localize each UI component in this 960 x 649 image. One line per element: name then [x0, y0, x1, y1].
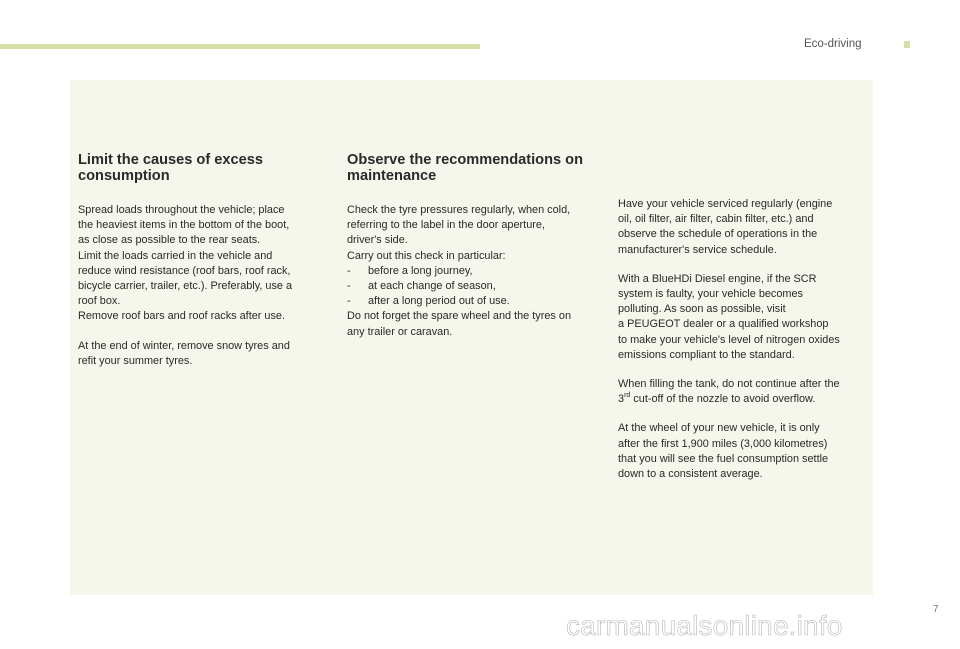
text-line: reduce wind resistance (roof bars, roof rack, — [78, 264, 291, 277]
text-line: referring to the label in the door aperture, — [347, 219, 545, 232]
text-fragment: 3 — [618, 393, 625, 406]
paragraph-bluehdi — [618, 272, 868, 363]
section-title: Eco-driving — [804, 38, 862, 50]
header-accent-bar — [0, 44, 480, 49]
heading-excess-consumption: Limit the causes of excess consumption — [78, 152, 263, 184]
right-column — [618, 197, 868, 482]
paragraph-fuel-consumption — [618, 421, 868, 482]
text-line: the heaviest items in the bottom of the boot, — [78, 219, 290, 232]
heading-maintenance: Observe the recommendations on maintenance — [347, 152, 583, 184]
text-line: Check the tyre pressures regularly, when cold, — [347, 204, 571, 216]
text-line: system is faulty, your vehicle becomes — [618, 288, 804, 301]
text-line: driver's side. — [347, 234, 408, 247]
text-line: Limit the loads carried in the vehicle and — [78, 249, 273, 262]
paragraph-loads — [78, 203, 323, 325]
paragraph-filling-tank — [618, 377, 868, 407]
list-item-text: at each change of season, — [368, 280, 496, 293]
bullet-dash: - — [347, 295, 351, 308]
list-item-text: after a long period out of use. — [368, 295, 510, 308]
text-line: polluting. As soon as possible, visit — [618, 303, 786, 316]
section-marker — [904, 41, 910, 48]
text-line: after the first 1,900 miles (3,000 kilometres) — [618, 437, 828, 450]
list-item — [347, 294, 602, 309]
text-line: Remove roof bars and roof racks after use. — [78, 310, 286, 323]
text-line: emissions compliant to the standard. — [618, 348, 795, 361]
text-line: roof box. — [78, 295, 121, 308]
text-line: that you will see the fuel consumption settle — [618, 452, 829, 465]
page-number: 7 — [933, 604, 939, 615]
bullet-dash: - — [347, 280, 351, 293]
text-fragment: cut-off of the nozzle to avoid overflow. — [630, 393, 816, 406]
text-line: manufacturer's service schedule. — [618, 243, 777, 256]
text-line: When filling the tank, do not continue after the — [618, 378, 840, 391]
text-line: At the wheel of your new vehicle, it is only — [618, 422, 820, 435]
text-line: Do not forget the spare wheel and the tyres on — [347, 310, 572, 323]
ordinal-suffix: rd — [624, 391, 631, 399]
text-line: oil, oil filter, air filter, cabin filter, etc.) and — [618, 213, 814, 226]
text-line: a PEUGEOT dealer or a qualified workshop — [618, 318, 829, 331]
list-item — [347, 279, 602, 294]
text-line: observe the schedule of operations in the — [618, 228, 818, 241]
paragraph-tyre-pressure — [347, 203, 602, 264]
text-line: any trailer or caravan. — [347, 325, 453, 338]
text-line: down to a consistent average. — [618, 468, 763, 481]
watermark-text: carmanualsonline.info — [566, 610, 843, 641]
left-column — [78, 153, 323, 369]
text-line: bicycle carrier, trailer, etc.). Preferably, use a — [78, 280, 293, 293]
list-item — [347, 264, 602, 279]
paragraph-servicing — [618, 197, 868, 258]
text-line: At the end of winter, remove snow tyres and — [78, 339, 290, 352]
paragraph-winter-tyres — [78, 339, 323, 369]
text-line: Have your vehicle serviced regularly (engine — [618, 198, 833, 210]
text-line: Spread loads throughout the vehicle; place — [78, 204, 285, 216]
list-item-text: before a long journey, — [368, 264, 473, 277]
bullet-dash: - — [347, 264, 351, 277]
text-line: to make your vehicle's level of nitrogen oxides — [618, 333, 840, 346]
text-line: as close as possible to the rear seats. — [78, 234, 261, 247]
middle-column — [347, 153, 602, 340]
text-line: refit your summer tyres. — [78, 354, 193, 367]
text-line: With a BlueHDi Diesel engine, if the SCR — [618, 272, 817, 285]
text-line: Carry out this check in particular: — [347, 249, 506, 262]
paragraph-spare-wheel — [347, 309, 602, 339]
